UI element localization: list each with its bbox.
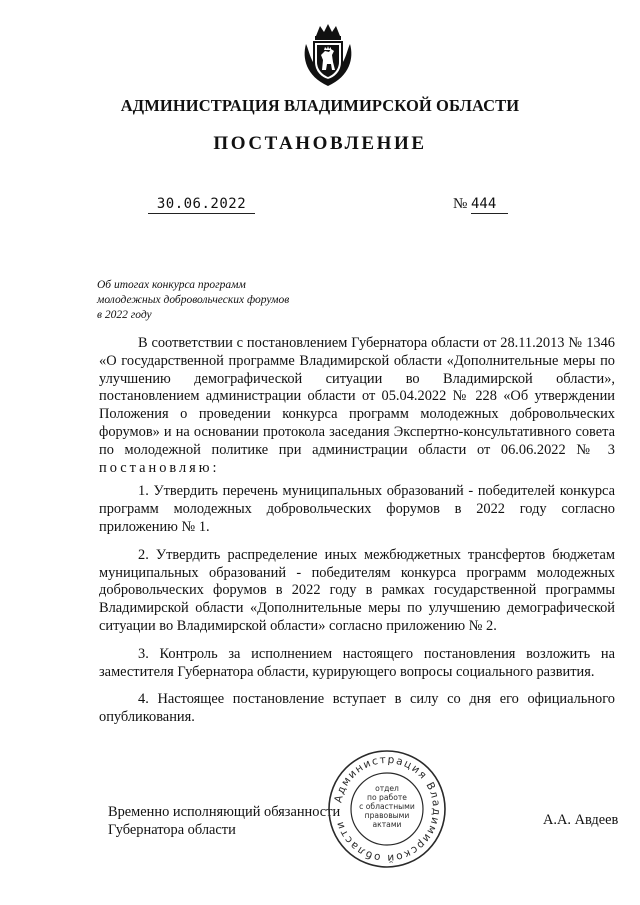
clause-1: 1. Утвердить перечень муниципальных образований - победителей конкурса программ молодежных добровольческих форумов в 2022 году согласно приложению № 1. xyxy=(99,483,615,535)
document-body xyxy=(99,335,615,737)
svg-text:правовыми: правовыми xyxy=(364,811,410,820)
preamble-text: В соответствии с постановлением Губернатора области от 28.11.2013 № 1346 «О государственной программе Владимирской области «Дополнительные меры по улучшению демографической ситуации во Владимирской области», постановлением администрации области от 05.04.2022 № 228 «Об утверждении Положения о проведении конкурса программ молодежных добровольческих форумов» и на основании протокола заседания Экспертно-консультативного совета по молодежной политике при администрации области от 06.06.2022 № 3 xyxy=(99,335,615,458)
signatory-name: А.А. Авдеев xyxy=(543,812,619,828)
clause-3: 3. Контроль за исполнением настоящего постановления возложить на заместителя Губернатора области, курирующего вопросы социального развития. xyxy=(99,645,615,680)
document-type: ПОСТАНОВЛЕНИЕ xyxy=(213,133,427,154)
document-subject xyxy=(97,278,357,323)
official-stamp xyxy=(326,748,448,870)
document-number: 444 xyxy=(471,196,508,214)
signatory-title-line: Временно исполняющий обязанности xyxy=(108,804,341,820)
svg-text:отдел: отдел xyxy=(375,784,399,793)
clause-2: 2. Утвердить распределение иных межбюджетных трансфертов бюджетам муниципальных образований - победителям конкурса программ молодежных добровольческих форумов в 2022 году в рамках государственной программы Владимирской области «Дополнительные меры по улучшению демографической ситуации во Владимирской области» согласно приложению № 2. xyxy=(99,546,615,634)
resolve-word: постановляю: xyxy=(99,459,220,476)
svg-text:Администрация Владимирской обл: Администрация Владимирской области xyxy=(332,753,443,865)
coat-of-arms-icon xyxy=(300,22,356,88)
subject-line: молодежных добровольческих форумов xyxy=(97,294,290,306)
signatory-title-line: Губернатора области xyxy=(108,822,236,838)
svg-text:актами: актами xyxy=(372,820,402,829)
svg-text:с областными: с областными xyxy=(359,802,415,811)
document-date: 30.06.2022 xyxy=(148,196,255,214)
clause-4: 4. Настоящее постановление вступает в силу со дня его официального опубликования. xyxy=(99,691,615,726)
number-sign: № xyxy=(453,196,468,212)
organization-name: АДМИНИСТРАЦИЯ ВЛАДИМИРСКОЙ ОБЛАСТИ xyxy=(120,96,520,115)
signatory-title xyxy=(108,803,340,839)
svg-text:по работе: по работе xyxy=(367,793,407,802)
subject-line: в 2022 году xyxy=(97,309,152,321)
subject-line: Об итогах конкурса программ xyxy=(97,279,246,291)
preamble-paragraph xyxy=(99,335,615,477)
